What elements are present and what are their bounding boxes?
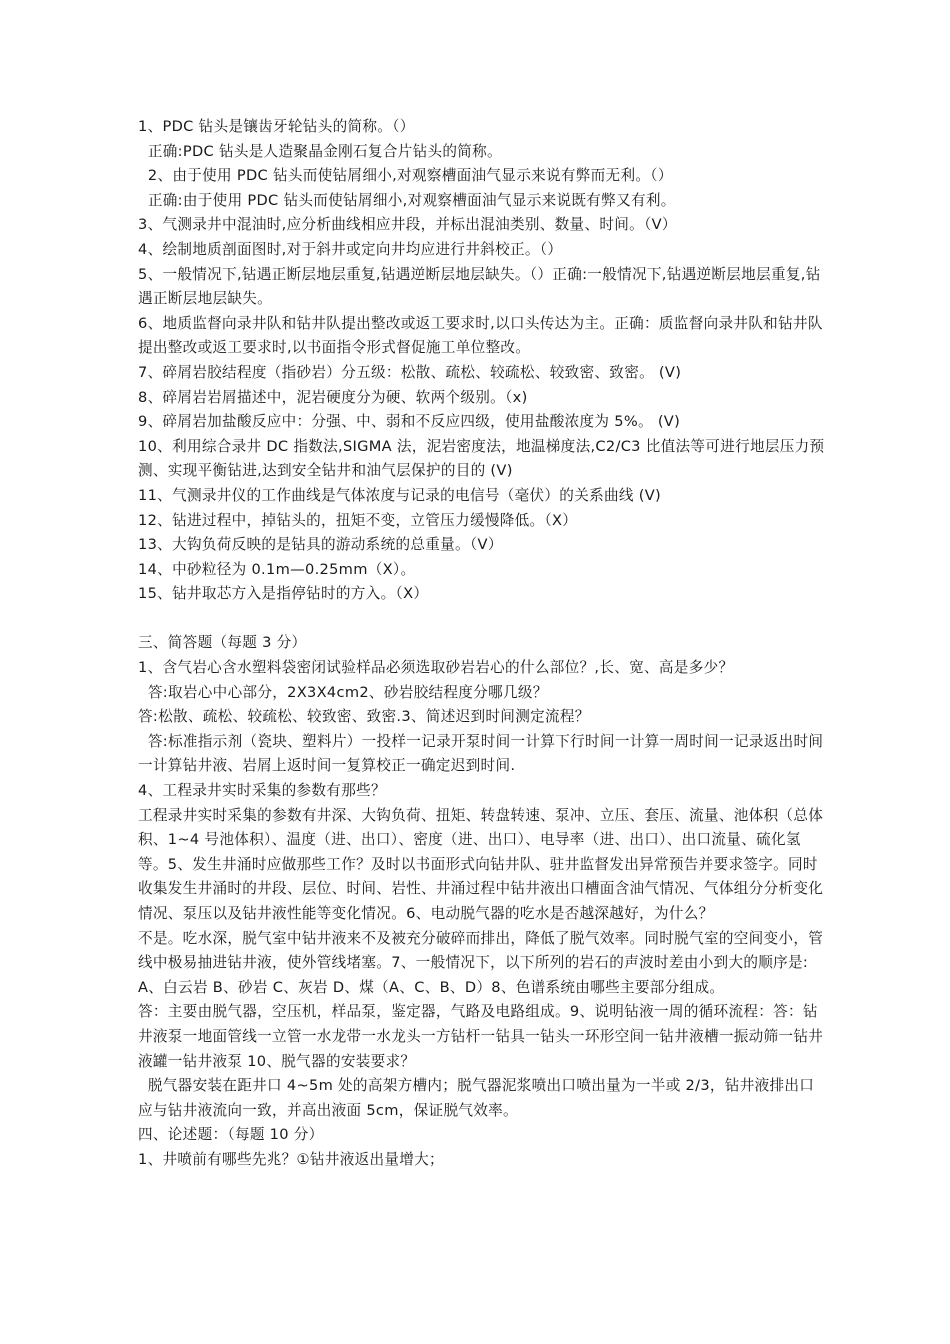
sa-line-2: 答:取岩心中心部分，2X3X4cm2、砂岩胶结程度分哪几级？ bbox=[138, 683, 548, 701]
section-heading-short-answer: 三、简答题（每题 3 分） bbox=[138, 634, 307, 652]
sa-line-7: 不是。吃水深，脱气室中钻井液来不及被充分破碎而排出，降低了脱气效率。同时脱气室的空间变小，管线中极易抽进钻井液，使外管线堵塞。7、一般情况下，以下所列的岩石的声波时差由小到大的顺序是:A、白云岩 B、砂岩 C、灰岩 D、煤（A、C、B、D）8、色谱系统由哪些主要部分组成。 bbox=[138, 929, 824, 996]
tf-item-13: 13、大钩负荷反映的是钻具的游动系统的总重量。（V） bbox=[138, 536, 503, 554]
sa-line-4: 答:标准指示剂（瓷块、塑料片）一投样一记录开泵时间一计算下行时间一计算一周时间一记录返出时间一计算钻井液、岩屑上返时间一复算校正一确定迟到时间. bbox=[138, 732, 824, 775]
tf-item-15: 15、钻井取芯方入是指停钻时的方入。（X） bbox=[138, 585, 429, 603]
tf-item-1: 1、PDC 钻头是镶齿牙轮钻头的简称。（） bbox=[138, 118, 415, 135]
tf-item-7: 7、碎屑岩胶结程度（指砂岩）分五级：松散、疏松、较疏松、较致密、致密。 (V) bbox=[138, 363, 682, 381]
sa-line-1: 1、含气岩心含水塑料袋密闭试验样品必须选取砂岩岩心的什么部位？,长、宽、高是多少？ bbox=[138, 659, 734, 677]
sa-line-6: 工程录井实时采集的参数有井深、大钩负荷、扭矩、转盘转速、泵冲、立压、套压、流量、池体积（总体积、1~4 号池体积）、温度（进、出口）、密度（进、出口）、电导率（进、出口）、出口流量、硫化氢等。5、发生井涌时应做那些工作？及时以书面形式向钻井队、驻井监督发出异常预告并要求签字。同时收集发生井涌时的井段、层位、时间、岩性、井涌过程中钻井液出口槽面含油气情况、气体组分分析变化情况、泵压以及钻井液性能等变化情况。6、电动脱气器的吃水是否越深越好，为什么？ bbox=[138, 806, 824, 922]
tf-item-12: 12、钻进过程中，掉钻头的，扭矩不变，立管压力缓慢降低。（X） bbox=[138, 511, 578, 529]
tf-item-10: 10、利用综合录井 DC 指数法,SIGMA 法，泥岩密度法，地温梯度法,C2/C3 比值法等可进行地层压力预测、实现平衡钻进,达到安全钻井和油气层保护的目的 (V) bbox=[138, 437, 825, 480]
tf-item-8: 8、碎屑岩岩屑描述中，泥岩硬度分为硬、软两个级别。（x) bbox=[138, 388, 528, 406]
tf-item-1-correction: 正确:PDC 钻头是人造聚晶金刚石复合片钻头的简称。 bbox=[138, 142, 502, 160]
section-heading-essay: 四、论述题：（每题 10 分） bbox=[138, 1126, 324, 1144]
short-answer-section bbox=[138, 631, 828, 1123]
tf-item-14: 14、中砂粒径为 0.1m—0.25mm（X）。 bbox=[138, 560, 416, 578]
tf-item-5: 5、一般情况下,钻遇正断层地层重复,钻遇逆断层地层缺失。（）正确:一般情况下,钻遇逆断层地层重复,钻遇正断层地层缺失。 bbox=[138, 265, 821, 308]
tf-item-11: 11、气测录井仪的工作曲线是气体浓度与记录的电信号（毫伏）的关系曲线 (V) bbox=[138, 486, 661, 504]
tf-item-4: 4、绘制地质剖面图时,对于斜井或定向井均应进行井斜校正。（） bbox=[138, 240, 563, 258]
true-false-section bbox=[138, 115, 828, 607]
section-spacer bbox=[138, 607, 828, 632]
essay-line-1: 1、井喷前有哪些先兆？①钻井液返出量增大； bbox=[138, 1150, 444, 1168]
sa-line-5: 4、工程录井实时采集的参数有那些？ bbox=[138, 782, 386, 800]
tf-item-2-correction: 正确:由于使用 PDC 钻头而使钻屑细小,对观察槽面油气显示来说既有弊又有利。 bbox=[138, 191, 676, 209]
tf-item-2: 2、由于使用 PDC 钻头而使钻屑细小,对观察槽面油气显示来说有弊而无利。（） bbox=[138, 167, 673, 185]
tf-item-6: 6、地质监督向录井队和钻井队提出整改或返工要求时,以口头传达为主。正确：质监督向录井队和钻井队提出整改或返工要求时,以书面指令形式督促施工单位整改。 bbox=[138, 314, 823, 357]
essay-section bbox=[138, 1123, 828, 1172]
sa-line-9: 脱气器安装在距井口 4~5m 处的高架方槽内；脱气器泥浆喷出口喷出量为一半或 2/3，钻井液排出口应与钻井液流向一致，并高出液面 5cm，保证脱气效率。 bbox=[138, 1077, 815, 1119]
sa-line-8: 答：主要由脱气器，空压机，样品泵，鉴定器，气路及电路组成。9、说明钻液一周的循环流程：答：钻井液泵一地面管线一立管一水龙带一水龙头一方钻杆一钻具一钻头一环形空间一钻井液槽一振动筛一钻井液罐一钻井液泵 10、脱气器的安装要求？ bbox=[138, 1003, 824, 1070]
sa-line-3: 答:松散、疏松、较疏松、较致密、致密.3、简述迟到时间测定流程？ bbox=[138, 708, 590, 726]
document-body bbox=[138, 115, 828, 1173]
tf-item-9: 9、碎屑岩加盐酸反应中：分强、中、弱和不反应四级，使用盐酸浓度为 5%。 (V) bbox=[138, 413, 681, 431]
tf-item-3: 3、气测录井中混油时,应分析曲线相应井段，并标出混油类别、数量、时间。（V） bbox=[138, 216, 677, 234]
